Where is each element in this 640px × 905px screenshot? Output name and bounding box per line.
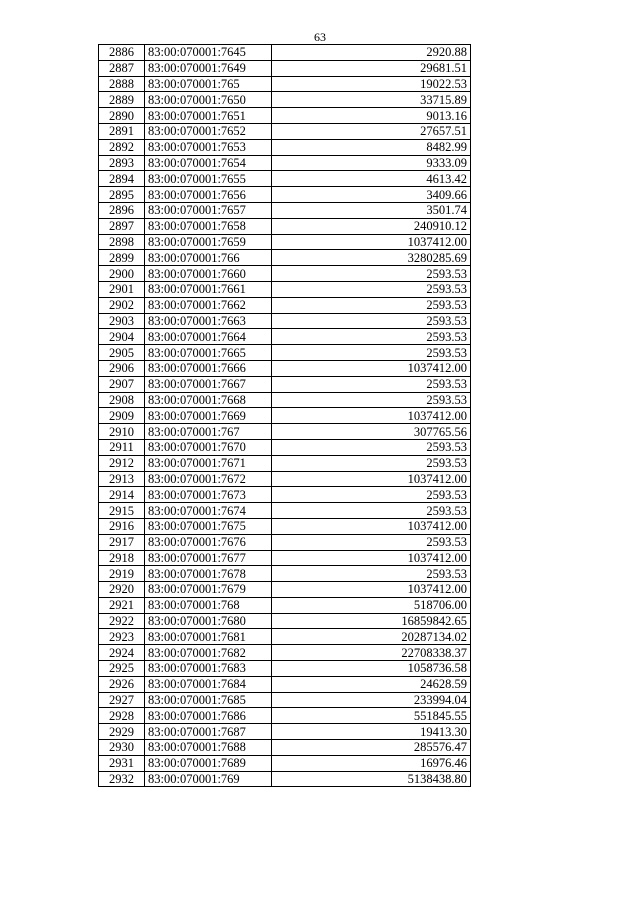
cadastral-number-cell: 83:00:070001:7683 <box>145 661 272 677</box>
cadastral-number-cell: 83:00:070001:7670 <box>145 439 272 455</box>
cadastral-number-cell: 83:00:070001:7684 <box>145 676 272 692</box>
table-row <box>99 645 471 661</box>
value-cell: 1037412.00 <box>272 408 471 424</box>
cadastral-number-cell: 83:00:070001:7651 <box>145 108 272 124</box>
table-row <box>99 597 471 613</box>
value-cell: 9333.09 <box>272 155 471 171</box>
value-cell: 22708338.37 <box>272 645 471 661</box>
table-row <box>99 376 471 392</box>
row-number-cell: 2908 <box>99 392 145 408</box>
row-number-cell: 2911 <box>99 439 145 455</box>
value-cell: 2593.53 <box>272 329 471 345</box>
table-row <box>99 345 471 361</box>
row-number-cell: 2890 <box>99 108 145 124</box>
table-row <box>99 408 471 424</box>
cadastral-number-cell: 83:00:070001:7649 <box>145 60 272 76</box>
row-number-cell: 2924 <box>99 645 145 661</box>
row-number-cell: 2897 <box>99 218 145 234</box>
row-number-cell: 2887 <box>99 60 145 76</box>
value-cell: 3280285.69 <box>272 250 471 266</box>
value-cell: 2920.88 <box>272 45 471 61</box>
cadastral-number-cell: 83:00:070001:7658 <box>145 218 272 234</box>
value-cell: 1037412.00 <box>272 582 471 598</box>
cadastral-number-cell: 83:00:070001:7680 <box>145 613 272 629</box>
cadastral-number-cell: 83:00:070001:7673 <box>145 487 272 503</box>
table-row <box>99 629 471 645</box>
value-cell: 2593.53 <box>272 503 471 519</box>
value-cell: 2593.53 <box>272 266 471 282</box>
table-row <box>99 250 471 266</box>
table-row <box>99 329 471 345</box>
table-row <box>99 45 471 61</box>
table-row <box>99 550 471 566</box>
cadastral-number-cell: 83:00:070001:7678 <box>145 566 272 582</box>
cadastral-number-cell: 83:00:070001:7686 <box>145 708 272 724</box>
cadastral-number-cell: 83:00:070001:7688 <box>145 740 272 756</box>
value-cell: 1037412.00 <box>272 550 471 566</box>
table-row <box>99 360 471 376</box>
value-cell: 1037412.00 <box>272 518 471 534</box>
cadastral-number-cell: 83:00:070001:7656 <box>145 187 272 203</box>
row-number-cell: 2889 <box>99 92 145 108</box>
value-cell: 1037412.00 <box>272 471 471 487</box>
row-number-cell: 2894 <box>99 171 145 187</box>
value-cell: 2593.53 <box>272 345 471 361</box>
cadastral-number-cell: 83:00:070001:7657 <box>145 202 272 218</box>
row-number-cell: 2931 <box>99 755 145 771</box>
cadastral-number-cell: 83:00:070001:7663 <box>145 313 272 329</box>
cadastral-number-cell: 83:00:070001:7671 <box>145 455 272 471</box>
cadastral-value-table <box>98 44 471 787</box>
cadastral-number-cell: 83:00:070001:7677 <box>145 550 272 566</box>
table-row <box>99 582 471 598</box>
cadastral-number-cell: 83:00:070001:7662 <box>145 297 272 313</box>
cadastral-number-cell: 83:00:070001:7666 <box>145 360 272 376</box>
row-number-cell: 2921 <box>99 597 145 613</box>
table-body <box>99 45 471 787</box>
table-row <box>99 171 471 187</box>
table-row <box>99 708 471 724</box>
row-number-cell: 2912 <box>99 455 145 471</box>
table-row <box>99 613 471 629</box>
cadastral-number-cell: 83:00:070001:7675 <box>145 518 272 534</box>
cadastral-number-cell: 83:00:070001:7687 <box>145 724 272 740</box>
row-number-cell: 2918 <box>99 550 145 566</box>
cadastral-number-cell: 83:00:070001:7659 <box>145 234 272 250</box>
value-cell: 5138438.80 <box>272 771 471 787</box>
value-cell: 285576.47 <box>272 740 471 756</box>
table-row <box>99 740 471 756</box>
table-row <box>99 724 471 740</box>
row-number-cell: 2909 <box>99 408 145 424</box>
value-cell: 4613.42 <box>272 171 471 187</box>
table-row <box>99 692 471 708</box>
table-row <box>99 92 471 108</box>
value-cell: 2593.53 <box>272 566 471 582</box>
value-cell: 2593.53 <box>272 455 471 471</box>
row-number-cell: 2899 <box>99 250 145 266</box>
cadastral-number-cell: 83:00:070001:769 <box>145 771 272 787</box>
row-number-cell: 2903 <box>99 313 145 329</box>
row-number-cell: 2922 <box>99 613 145 629</box>
value-cell: 33715.89 <box>272 92 471 108</box>
value-cell: 29681.51 <box>272 60 471 76</box>
row-number-cell: 2928 <box>99 708 145 724</box>
value-cell: 19413.30 <box>272 724 471 740</box>
row-number-cell: 2923 <box>99 629 145 645</box>
value-cell: 2593.53 <box>272 376 471 392</box>
table-row <box>99 297 471 313</box>
table-row <box>99 218 471 234</box>
value-cell: 24628.59 <box>272 676 471 692</box>
cadastral-number-cell: 83:00:070001:7660 <box>145 266 272 282</box>
value-cell: 2593.53 <box>272 534 471 550</box>
cadastral-number-cell: 83:00:070001:7654 <box>145 155 272 171</box>
value-cell: 8482.99 <box>272 139 471 155</box>
row-number-cell: 2926 <box>99 676 145 692</box>
row-number-cell: 2892 <box>99 139 145 155</box>
row-number-cell: 2917 <box>99 534 145 550</box>
value-cell: 27657.51 <box>272 123 471 139</box>
row-number-cell: 2929 <box>99 724 145 740</box>
value-cell: 3501.74 <box>272 202 471 218</box>
value-cell: 2593.53 <box>272 439 471 455</box>
table-row <box>99 123 471 139</box>
cadastral-number-cell: 83:00:070001:7667 <box>145 376 272 392</box>
table-row <box>99 755 471 771</box>
row-number-cell: 2907 <box>99 376 145 392</box>
row-number-cell: 2910 <box>99 424 145 440</box>
value-cell: 2593.53 <box>272 313 471 329</box>
page-number: 63 <box>314 30 326 44</box>
cadastral-number-cell: 83:00:070001:7672 <box>145 471 272 487</box>
row-number-cell: 2930 <box>99 740 145 756</box>
row-number-cell: 2893 <box>99 155 145 171</box>
row-number-cell: 2906 <box>99 360 145 376</box>
value-cell: 19022.53 <box>272 76 471 92</box>
row-number-cell: 2915 <box>99 503 145 519</box>
cadastral-number-cell: 83:00:070001:7661 <box>145 281 272 297</box>
cadastral-number-cell: 83:00:070001:7650 <box>145 92 272 108</box>
value-cell: 2593.53 <box>272 297 471 313</box>
cadastral-number-cell: 83:00:070001:7665 <box>145 345 272 361</box>
value-cell: 2593.53 <box>272 487 471 503</box>
cadastral-number-cell: 83:00:070001:7664 <box>145 329 272 345</box>
cadastral-number-cell: 83:00:070001:7676 <box>145 534 272 550</box>
value-cell: 1058736.58 <box>272 661 471 677</box>
cadastral-number-cell: 83:00:070001:7655 <box>145 171 272 187</box>
table-row <box>99 266 471 282</box>
cadastral-number-cell: 83:00:070001:7679 <box>145 582 272 598</box>
row-number-cell: 2900 <box>99 266 145 282</box>
table-row <box>99 139 471 155</box>
cadastral-number-cell: 83:00:070001:7682 <box>145 645 272 661</box>
row-number-cell: 2927 <box>99 692 145 708</box>
value-cell: 2593.53 <box>272 281 471 297</box>
table-row <box>99 313 471 329</box>
table-row <box>99 76 471 92</box>
table-row <box>99 771 471 787</box>
table-row <box>99 187 471 203</box>
table-row <box>99 281 471 297</box>
row-number-cell: 2904 <box>99 329 145 345</box>
row-number-cell: 2901 <box>99 281 145 297</box>
table-row <box>99 234 471 250</box>
value-cell: 20287134.02 <box>272 629 471 645</box>
cadastral-number-cell: 83:00:070001:766 <box>145 250 272 266</box>
value-cell: 16976.46 <box>272 755 471 771</box>
row-number-cell: 2913 <box>99 471 145 487</box>
table-row <box>99 424 471 440</box>
row-number-cell: 2902 <box>99 297 145 313</box>
table-row <box>99 155 471 171</box>
cadastral-number-cell: 83:00:070001:765 <box>145 76 272 92</box>
cadastral-number-cell: 83:00:070001:7685 <box>145 692 272 708</box>
table-row <box>99 471 471 487</box>
cadastral-number-cell: 83:00:070001:7689 <box>145 755 272 771</box>
cadastral-number-cell: 83:00:070001:767 <box>145 424 272 440</box>
table-row <box>99 518 471 534</box>
value-cell: 16859842.65 <box>272 613 471 629</box>
table-row <box>99 202 471 218</box>
cadastral-number-cell: 83:00:070001:7674 <box>145 503 272 519</box>
table-row <box>99 60 471 76</box>
value-cell: 1037412.00 <box>272 360 471 376</box>
row-number-cell: 2896 <box>99 202 145 218</box>
row-number-cell: 2919 <box>99 566 145 582</box>
table-row <box>99 566 471 582</box>
value-cell: 1037412.00 <box>272 234 471 250</box>
row-number-cell: 2925 <box>99 661 145 677</box>
cadastral-number-cell: 83:00:070001:7645 <box>145 45 272 61</box>
table-row <box>99 455 471 471</box>
cadastral-number-cell: 83:00:070001:7668 <box>145 392 272 408</box>
value-cell: 3409.66 <box>272 187 471 203</box>
table-row <box>99 108 471 124</box>
table-row <box>99 487 471 503</box>
table-row <box>99 503 471 519</box>
table-row <box>99 392 471 408</box>
row-number-cell: 2886 <box>99 45 145 61</box>
value-cell: 2593.53 <box>272 392 471 408</box>
cadastral-number-cell: 83:00:070001:7681 <box>145 629 272 645</box>
cadastral-number-cell: 83:00:070001:7652 <box>145 123 272 139</box>
table-row <box>99 439 471 455</box>
value-cell: 518706.00 <box>272 597 471 613</box>
value-cell: 233994.04 <box>272 692 471 708</box>
row-number-cell: 2916 <box>99 518 145 534</box>
row-number-cell: 2898 <box>99 234 145 250</box>
row-number-cell: 2920 <box>99 582 145 598</box>
row-number-cell: 2895 <box>99 187 145 203</box>
table-row <box>99 534 471 550</box>
row-number-cell: 2891 <box>99 123 145 139</box>
row-number-cell: 2914 <box>99 487 145 503</box>
cadastral-number-cell: 83:00:070001:768 <box>145 597 272 613</box>
value-cell: 240910.12 <box>272 218 471 234</box>
value-cell: 307765.56 <box>272 424 471 440</box>
cadastral-number-cell: 83:00:070001:7669 <box>145 408 272 424</box>
table-row <box>99 676 471 692</box>
row-number-cell: 2932 <box>99 771 145 787</box>
value-cell: 9013.16 <box>272 108 471 124</box>
table-row <box>99 661 471 677</box>
row-number-cell: 2905 <box>99 345 145 361</box>
value-cell: 551845.55 <box>272 708 471 724</box>
row-number-cell: 2888 <box>99 76 145 92</box>
cadastral-number-cell: 83:00:070001:7653 <box>145 139 272 155</box>
